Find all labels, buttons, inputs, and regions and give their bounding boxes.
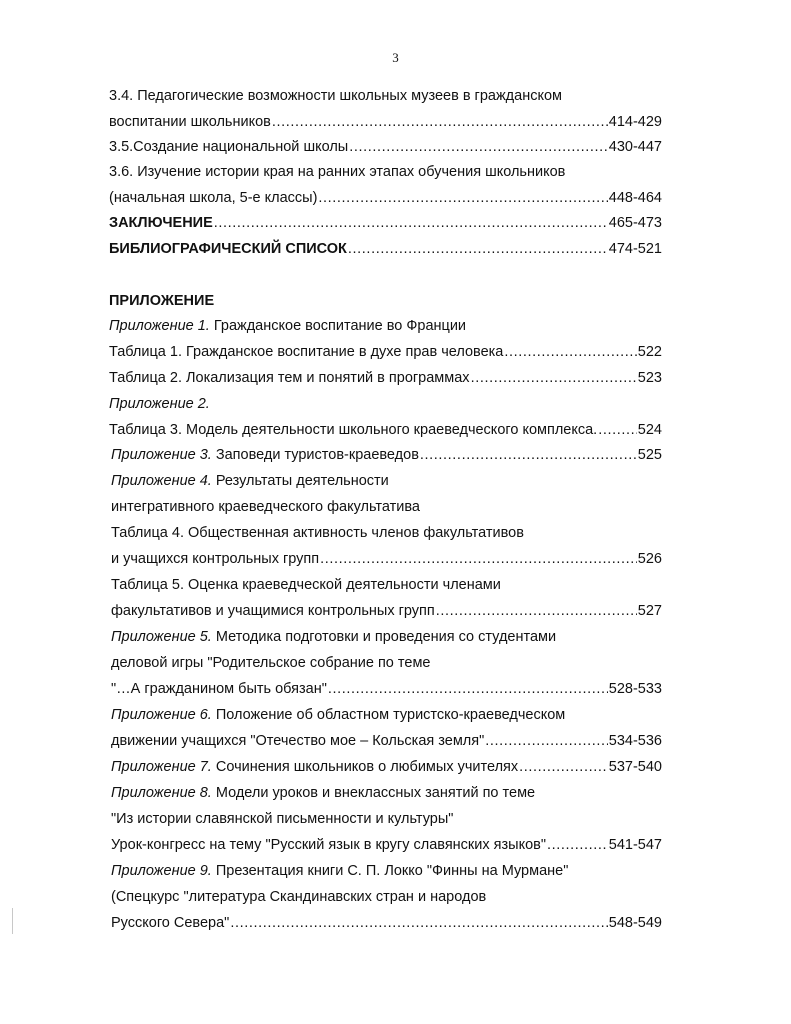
table-5-entry (111, 599, 662, 623)
page-range: 526 (637, 551, 662, 567)
page-range: 528-533 (608, 681, 662, 697)
dot-leader (547, 833, 608, 857)
table-3-entry (109, 418, 662, 442)
page-range: 523 (637, 370, 662, 386)
entry-title: Таблица 2. Локализация тем и понятий в программах (109, 370, 470, 386)
scan-margin-mark (12, 908, 13, 934)
page-range: 525 (637, 447, 662, 463)
entry-title: Таблица 3. Модель деятельности школьного краеведческого комплекса. (109, 422, 598, 438)
appendix-label: Приложение 8. (111, 785, 212, 801)
appendix-2-label: Приложение 2. (109, 396, 210, 412)
page-range: 430-447 (608, 139, 662, 155)
dot-leader (230, 911, 607, 935)
appendix-title: Заповеди туристов-краеведов (211, 447, 419, 463)
page-range: 448-464 (608, 190, 662, 206)
page-range: 534-536 (608, 733, 662, 749)
page-range: 465-473 (608, 215, 662, 231)
dot-leader (598, 418, 637, 442)
page-range: 527 (637, 603, 662, 619)
entry-title: и учащихся контрольных групп (111, 551, 320, 567)
appendix-title: Гражданское воспитание во Франции (209, 318, 467, 334)
appendix-5-entry (111, 677, 662, 701)
appendix-4-line1 (111, 469, 389, 493)
entry-title: (начальная школа, 5-е классы) (109, 190, 318, 206)
table-2-entry (109, 366, 662, 390)
dot-leader (420, 443, 637, 467)
entry-title: БИБЛИОГРАФИЧЕСКИЙ СПИСОК (109, 241, 347, 257)
toc-entry-bibliography (109, 237, 662, 261)
toc-entry-conclusion (109, 211, 662, 235)
appendix-9-entry (111, 911, 662, 935)
appendix-1-line (109, 314, 466, 338)
entry-title: Урок-конгресс на тему "Русский язык в кругу славянских языков" (111, 837, 546, 853)
entry-title: Русского Севера" (111, 915, 230, 931)
dot-leader (504, 340, 636, 364)
dot-leader (272, 110, 608, 134)
page-range: 522 (637, 344, 662, 360)
dot-leader (328, 677, 608, 701)
toc-entry-3-6 (109, 186, 662, 210)
dot-leader (320, 547, 637, 571)
appendix-title: Результаты деятельности (211, 473, 389, 489)
appendix-label: Приложение 7. (111, 759, 212, 775)
dot-leader (318, 186, 607, 210)
entry-title: движении учащихся "Отечество мое – Кольская земля" (111, 733, 485, 749)
page-range: 548-549 (608, 915, 662, 931)
appendix-title: Методика подготовки и проведения со студентами (211, 629, 557, 645)
page-range: 414-429 (608, 114, 662, 130)
appendix-9-line1 (111, 859, 568, 883)
table-1-entry (109, 340, 662, 364)
appendix-label: Приложение 1. (109, 318, 210, 334)
dot-leader (348, 237, 608, 261)
appendix-3-entry (111, 443, 662, 467)
entry-title: ЗАКЛЮЧЕНИЕ (109, 215, 213, 231)
toc-entry-3-4-line1: 3.4. Педагогические возможности школьных музеев в гражданском (109, 88, 562, 104)
appendix-label: Приложение 5. (111, 629, 212, 645)
toc-entry-3-4 (109, 110, 662, 134)
toc-entry-3-5 (109, 135, 662, 159)
table-4-line1: Таблица 4. Общественная активность членов факультативов (111, 525, 524, 541)
appendix-9-line2: (Спецкурс "литература Скандинавских стран и народов (111, 889, 487, 905)
dot-leader (349, 135, 608, 159)
page-range: 524 (637, 422, 662, 438)
table-5-line1: Таблица 5. Оценка краеведческой деятельности членами (111, 577, 501, 593)
dot-leader (519, 755, 608, 779)
page-range: 537-540 (608, 759, 662, 775)
appendix-title: Модели уроков и внеклассных занятий по теме (211, 785, 536, 801)
page-range: 474-521 (608, 241, 662, 257)
appendix-title: Сочинения школьников о любимых учителях (211, 759, 519, 775)
appendix-8-line1 (111, 781, 535, 805)
appendix-label: Приложение 4. (111, 473, 212, 489)
table-4-entry (111, 547, 662, 571)
appendix-heading: ПРИЛОЖЕНИЕ (109, 293, 215, 309)
dot-leader (485, 729, 608, 753)
appendix-8-line2: "Из истории славянской письменности и культуры" (111, 811, 454, 827)
entry-title: факультативов и учащимися контрольных групп (111, 603, 435, 619)
appendix-label: Приложение 9. (111, 863, 212, 879)
page-number: 3 (392, 50, 399, 65)
entry-title: "…А гражданином быть обязан" (111, 681, 327, 697)
dot-leader (214, 211, 608, 235)
appendix-5-line2: деловой игры "Родительское собрание по теме (111, 655, 431, 671)
dot-leader (471, 366, 637, 390)
appendix-title: Презентация книги С. П. Локко "Финны на Мурмане" (211, 863, 569, 879)
appendix-6-entry (111, 729, 662, 753)
dot-leader (436, 599, 637, 623)
page-range: 541-547 (608, 837, 662, 853)
appendix-4-line2: интегративного краеведческого факультатива (111, 499, 420, 515)
appendix-label: Приложение 6. (111, 707, 212, 723)
entry-title: 3.5.Создание национальной школы (109, 139, 349, 155)
entry-title: Таблица 1. Гражданское воспитание в духе прав человека (109, 344, 504, 360)
appendix-5-line1 (111, 625, 556, 649)
appendix-6-line1 (111, 703, 565, 727)
entry-title: воспитании школьников (109, 114, 271, 130)
appendix-8-entry (111, 833, 662, 857)
toc-entry-3-6-line1: 3.6. Изучение истории края на ранних этапах обучения школьников (109, 164, 566, 180)
appendix-label: Приложение 3. (111, 447, 212, 463)
appendix-7-entry (111, 755, 662, 779)
appendix-title: Положение об областном туристско-краеведческом (211, 707, 566, 723)
